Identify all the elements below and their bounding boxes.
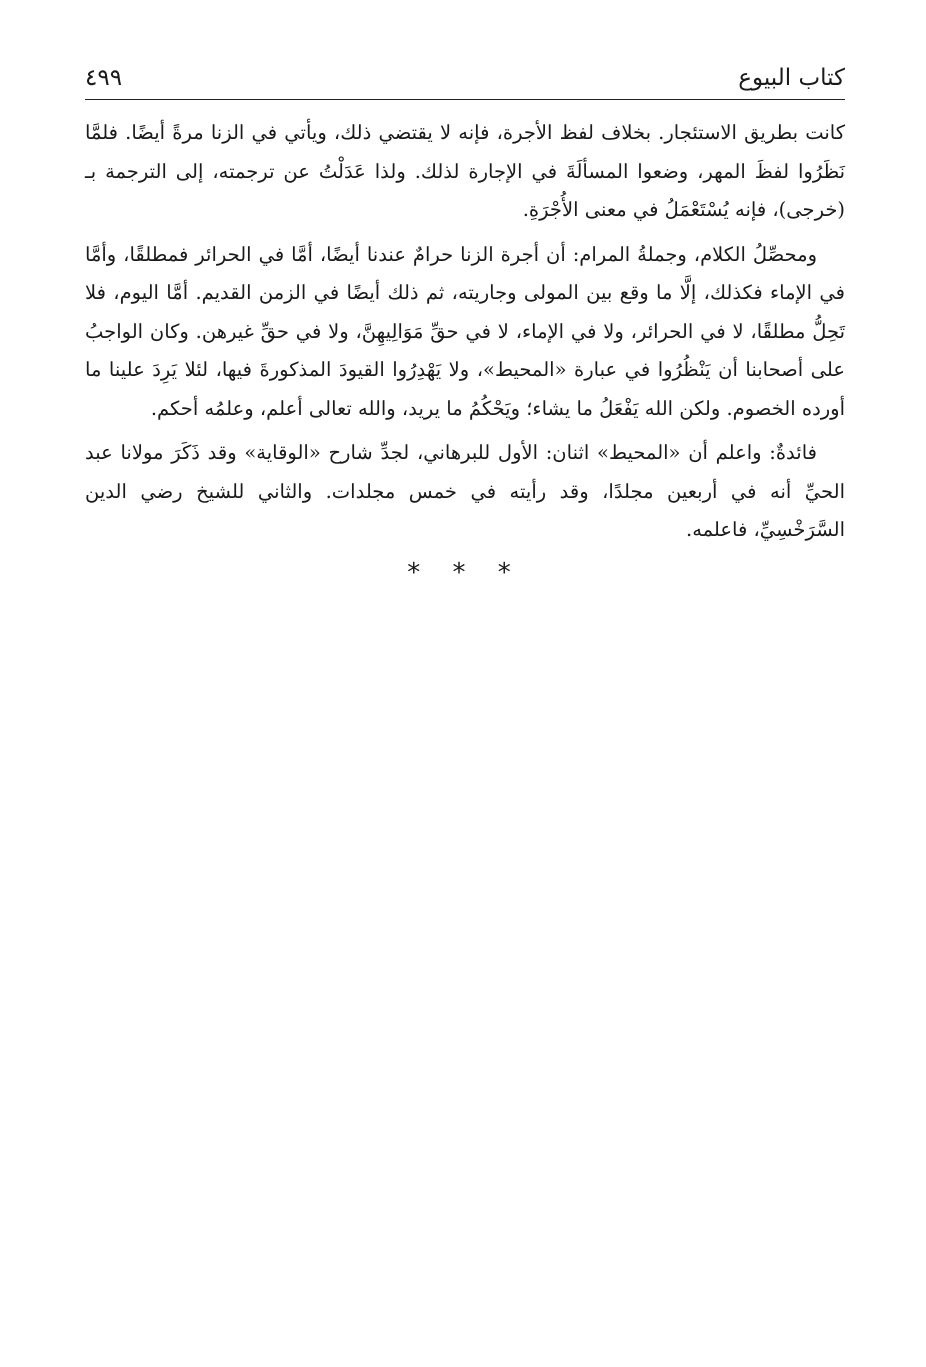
page-number: ٤٩٩ [85,65,123,91]
paragraph-continuation: كانت بطريق الاستئجار. بخلاف لفظ الأجرة، فإنه لا يقتضي ذلك، ويأتي في الزنا مرةً أيضًا. فلمَّا نَظَرُوا لفظَ المهر، وضعوا المسألَةَ في الإجارة لذلك. ولذا عَدَلْتُ عن ترجمته، إلى الترجمة بـ (خرجى)، فإنه يُسْتَعْمَلُ في معنى الأُجْرَةِ. [85,121,845,221]
page-header [85,55,845,100]
book-page [85,55,845,588]
paragraph-summary: ومحصِّلُ الكلام، وجملةُ المرام: أن أجرة الزنا حرامٌ عندنا أيضًا، أمَّا في الحرائر فمطلقًا، وأمَّا في الإماء فكذلك، إلَّا ما وقع بين المولى وجاريته، ثم ذلك أيضًا في الزمن القديم. أمَّا اليوم، فلا تَحِلُّ مطلقًا، لا في الحرائر، ولا في الإماء، لا في حقِّ مَوَالِيهِنَّ، ولا في حقِّ غيرهن. وكان الواجبُ على أصحابنا أن يَنْظُرُوا في عبارة «المحيط»، ولا يَهْدِرُوا القيودَ المذكورةَ فيها، لئلا يَرِدَ علينا ما أورده الخصوم. ولكن الله يَفْعَلُ ما يشاء؛ ويَحْكُمُ ما يريد، والله تعالى أعلم، وعلمُه أحكم. [85,242,845,420]
page-body [85,114,845,588]
paragraph-note: فائدةٌ: واعلم أن «المحيط» اثنان: الأول للبرهاني، لجدِّ شارح «الوقاية» وقد ذَكَرَ مولانا عبد الحيِّ أنه في أربعين مجلدًا، وقد رأيته في خمس مجلدات. والثاني للشيخ رضي الدين السَّرَخْسِيِّ، فاعلمه. [85,441,845,541]
section-separator: * * * [407,557,523,588]
running-title: كتاب البيوع [738,65,845,91]
